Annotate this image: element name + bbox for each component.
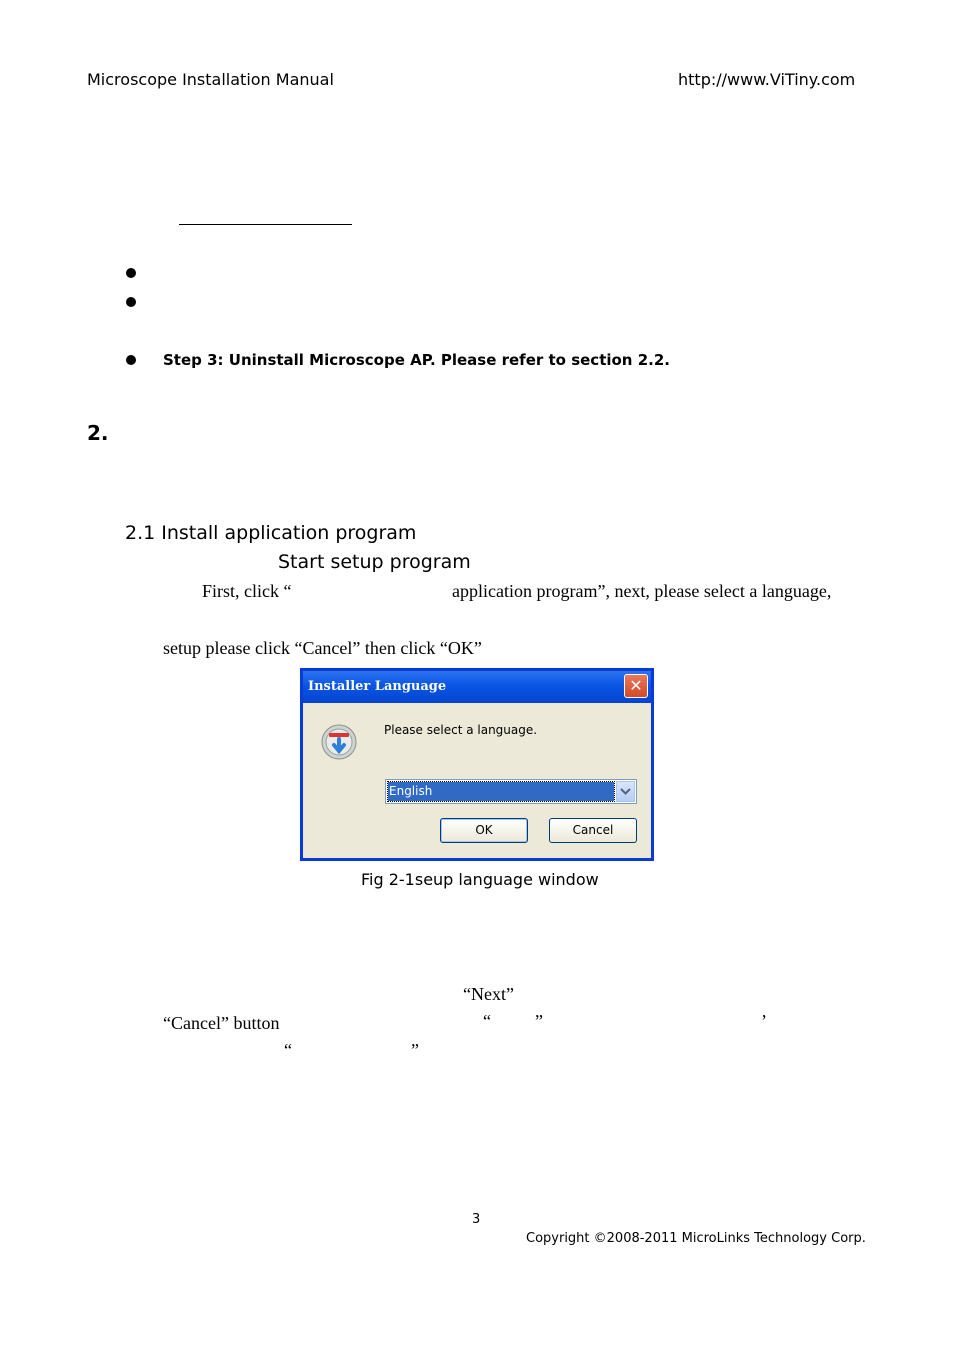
paragraph-text: setup please click “Cancel” then click “OK” [163, 638, 482, 658]
language-select[interactable] [385, 779, 637, 804]
dialog-title-bar[interactable] [303, 671, 651, 703]
quote-mark: “ [483, 1011, 491, 1031]
cancel-button[interactable]: Cancel [549, 818, 637, 843]
quote-mark: ’ [761, 1011, 767, 1031]
language-select-value: English [388, 782, 614, 801]
quote-mark: ” [411, 1040, 419, 1060]
ok-button[interactable]: OK [440, 818, 528, 843]
paragraph-text: “Cancel” button [163, 1013, 280, 1033]
dropdown-button[interactable] [616, 781, 635, 802]
quote-mark: ” [535, 1011, 543, 1031]
close-button[interactable] [624, 674, 648, 698]
installer-language-dialog [300, 668, 654, 861]
chevron-down-icon [617, 782, 634, 801]
dialog-message: Please select a language. [384, 723, 538, 737]
section-number: 2. [87, 421, 109, 445]
dialog-body [303, 703, 651, 858]
close-icon: ✕ [629, 676, 643, 695]
header-url: http://www.ViTiny.com [678, 70, 856, 89]
dialog-title: Installer Language [308, 679, 447, 694]
bullet [126, 268, 136, 278]
step-3-text: Step 3: Uninstall Microscope AP. Please refer to section 2.2. [163, 351, 670, 369]
paragraph-text: First, click “ [202, 581, 292, 601]
bullet [126, 355, 136, 365]
copyright: Copyright ©2008-2011 MicroLinks Technology Corp. [526, 1231, 866, 1246]
quote-mark: “ [284, 1040, 292, 1060]
subsection-title: 2.1 Install application program [125, 522, 417, 544]
underline-rule [179, 224, 352, 225]
bullet [126, 297, 136, 307]
paragraph-text: application program”, next, please select a language, [452, 581, 832, 601]
figure-caption: Fig 2-1seup language window [361, 870, 599, 889]
header-title: Microscope Installation Manual [87, 70, 334, 89]
page-number: 3 [472, 1212, 481, 1227]
subsubsection-title: Start setup program [278, 551, 471, 573]
paragraph-text: “Next” [463, 984, 514, 1004]
installer-icon [321, 724, 357, 760]
